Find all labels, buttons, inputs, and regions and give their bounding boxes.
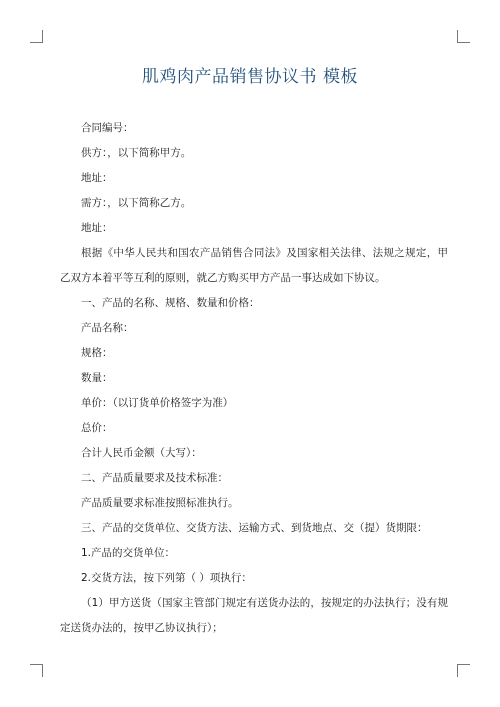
- quantity-line: 数量：: [81, 372, 113, 384]
- product-name-line: 产品名称：: [81, 322, 134, 334]
- delivery-option-1-paragraph: （1）甲方送货（国家主管部门规定有送货办法的，按规定的办法执行；没有规定送货办法的，按甲乙协议执行）；: [60, 597, 448, 634]
- section-2-heading: 二、产品质量要求及技术标准：: [81, 472, 228, 484]
- contract-number-line: 合同编号：: [81, 122, 134, 134]
- delivery-method-line: 2.交货方法，按下列第（ ）项执行：: [81, 572, 252, 584]
- crop-mark-top-right: [457, 30, 470, 43]
- crop-mark-bottom-left: [30, 664, 43, 677]
- section-3-heading: 三、产品的交货单位、交货方法、运输方式、到货地点、交（提）货期限：: [81, 522, 428, 534]
- total-price-line: 总价：: [81, 422, 113, 434]
- delivery-unit-line: 1.产品的交货单位：: [81, 547, 176, 559]
- spec-line: 规格：: [81, 347, 113, 359]
- document-body: [60, 116, 448, 641]
- section-1-heading: 一、产品的名称、规格、数量和价格：: [81, 297, 260, 309]
- crop-mark-bottom-right: [457, 664, 470, 677]
- total-rmb-line: 合计人民币金额（大写）：: [81, 447, 202, 459]
- crop-mark-top-left: [30, 30, 43, 43]
- document-title: 肌鸡肉产品销售协议书 模板: [142, 67, 358, 87]
- unit-price-line: 单价：（以订货单价格签字为准）: [81, 397, 234, 409]
- supplier-address-line: 地址：: [81, 172, 113, 184]
- supplier-line: 供方：，以下简称甲方。: [81, 147, 192, 159]
- buyer-address-line: 地址：: [81, 222, 113, 234]
- quality-standard-line: 产品质量要求标准按照标准执行。: [81, 497, 239, 509]
- buyer-line: 需方：，以下简称乙方。: [81, 197, 192, 209]
- preamble-paragraph: 根据《中华人民共和国农产品销售合同法》及国家相关法律、法规之规定，甲乙双方本着平等互利的原则，就乙方购买甲方产品一事达成如下协议。: [60, 247, 448, 284]
